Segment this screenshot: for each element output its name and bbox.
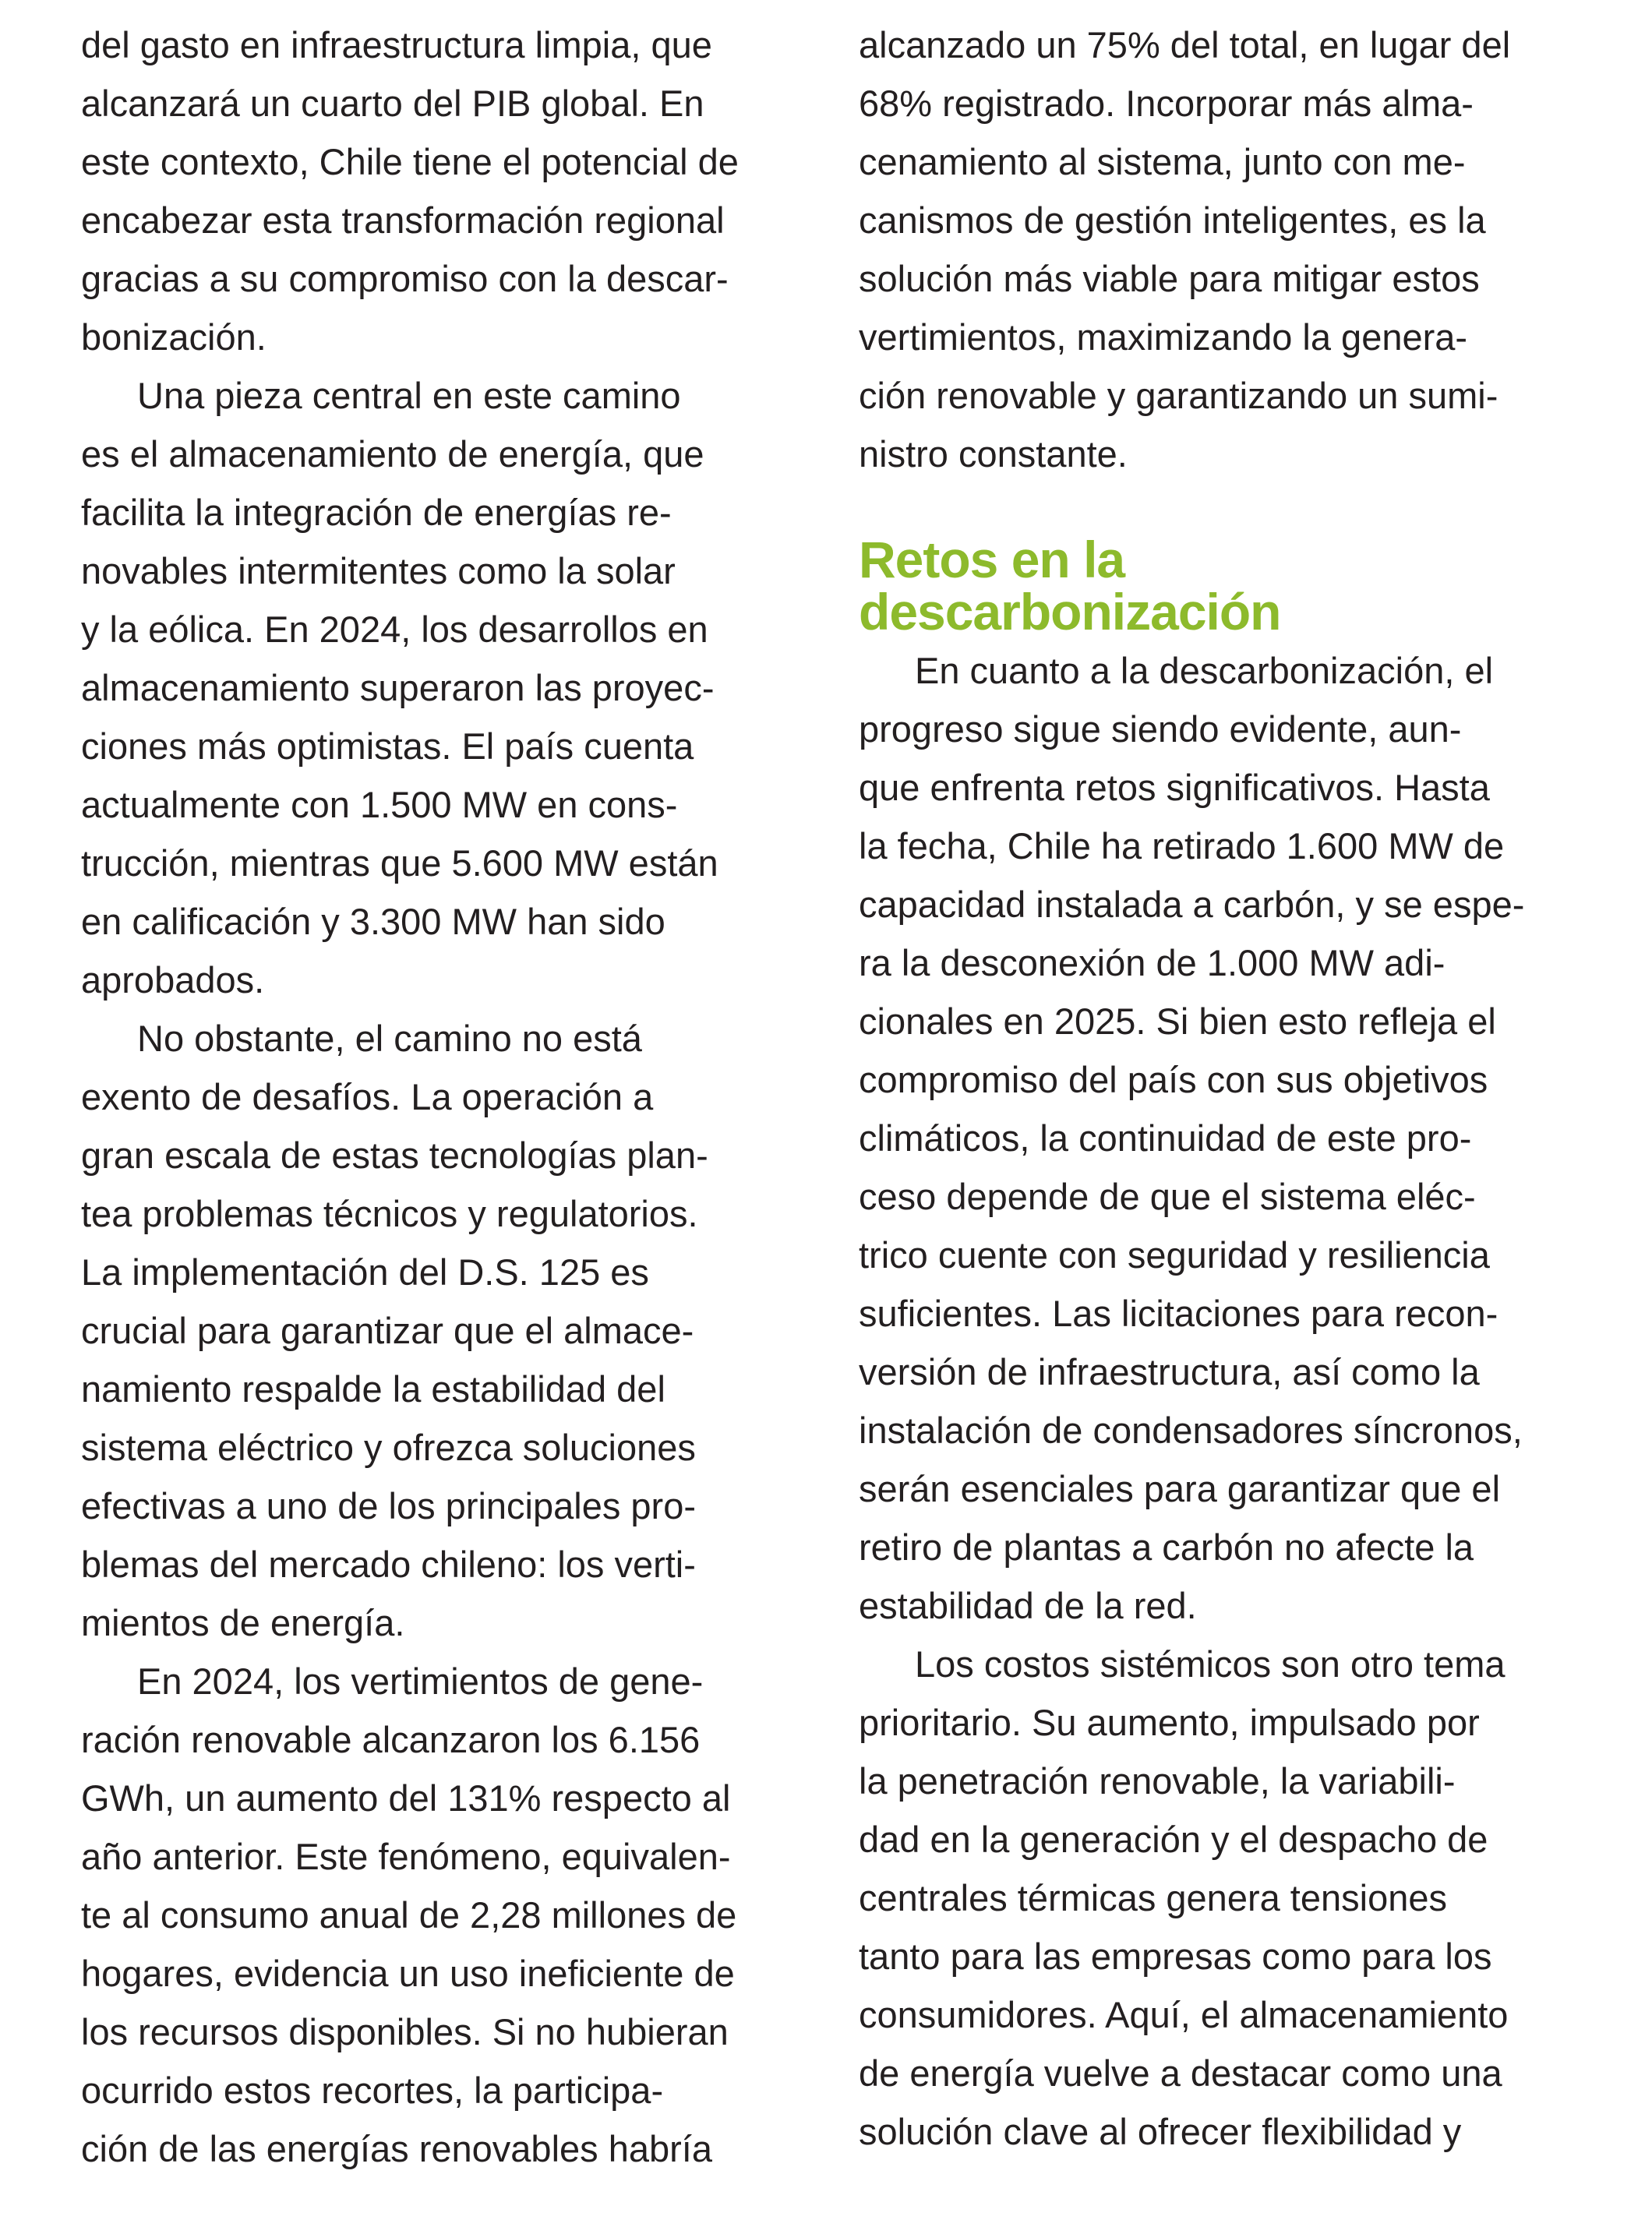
text-line: nistro constante.	[859, 433, 1128, 475]
text-line: vertimientos, maximizando la genera-	[859, 316, 1468, 358]
text-line: la fecha, Chile ha retirado 1.600 MW de	[859, 825, 1505, 866]
text-line: y la eólica. En 2024, los desarrollos en	[81, 609, 708, 650]
text-line: los recursos disponibles. Si no hubieran	[81, 2011, 729, 2052]
text-line: bonización.	[81, 316, 267, 358]
text-line: trico cuente con seguridad y resiliencia	[859, 1234, 1490, 1276]
text-line: canismos de gestión inteligentes, es la	[859, 199, 1486, 241]
text-line: prioritario. Su aumento, impulsado por	[859, 1702, 1480, 1743]
text-line: solución clave al ofrecer flexibilidad y	[859, 2111, 1462, 2152]
text-line: ción de las energías renovables habría	[81, 2128, 712, 2169]
text-line: la penetración renovable, la variabili-	[859, 1760, 1456, 1802]
text-line: ceso depende de que el sistema eléc-	[859, 1176, 1476, 1217]
text-line: sistema eléctrico y ofrezca soluciones	[81, 1427, 696, 1468]
text-line: dad en la generación y el despacho de	[859, 1819, 1488, 1860]
text-line: centrales térmicas genera tensiones	[859, 1877, 1448, 1918]
text-line: Los costos sistémicos son otro tema	[915, 1643, 1506, 1685]
text-line: capacidad instalada a carbón, y se espe-	[859, 884, 1525, 925]
text-line: cenamiento al sistema, junto con me-	[859, 141, 1466, 182]
text-line: ción renovable y garantizando un sumi-	[859, 375, 1498, 416]
text-line: hogares, evidencia un uso ineficiente de	[81, 1953, 735, 1994]
text-line: crucial para garantizar que el almace-	[81, 1310, 694, 1351]
text-line: versión de infraestructura, así como la	[859, 1351, 1480, 1392]
text-line: En 2024, los vertimientos de gene-	[137, 1661, 704, 1702]
text-line: encabezar esta transformación regional	[81, 199, 725, 241]
text-line: retiro de plantas a carbón no afecte la	[859, 1526, 1474, 1568]
text-line: tea problemas técnicos y regulatorios.	[81, 1193, 698, 1234]
text-line: estabilidad de la red.	[859, 1585, 1197, 1626]
text-line: facilita la integración de energías re-	[81, 492, 672, 533]
right-column-top-text	[859, 16, 1560, 483]
text-line: compromiso del país con sus objetivos	[859, 1059, 1488, 1100]
text-line: del gasto en infraestructura limpia, que	[81, 24, 712, 65]
left-column	[81, 16, 782, 2178]
section-heading-line-1: Retos en la	[859, 531, 1125, 588]
text-line: alcanzado un 75% del total, en lugar del	[859, 24, 1511, 65]
text-line: es el almacenamiento de energía, que	[81, 433, 704, 475]
text-line: exento de desafíos. La operación a	[81, 1076, 654, 1117]
text-line: En cuanto a la descarbonización, el	[915, 650, 1494, 691]
text-line: La implementación del D.S. 125 es	[81, 1251, 649, 1293]
text-line: trucción, mientras que 5.600 MW están	[81, 842, 718, 884]
text-line: namiento respalde la estabilidad del	[81, 1368, 665, 1410]
text-line: gran escala de estas tecnologías plan-	[81, 1135, 708, 1176]
section-heading	[859, 531, 1560, 641]
section-heading-line-2: descarbonización	[859, 583, 1281, 641]
text-line: efectivas a uno de los principales pro-	[81, 1485, 696, 1526]
text-line: actualmente con 1.500 MW en cons-	[81, 784, 678, 825]
text-line: blemas del mercado chileno: los verti-	[81, 1544, 696, 1585]
text-line: en calificación y 3.300 MW han sido	[81, 901, 665, 942]
text-line: de energía vuelve a destacar como una	[859, 2052, 1502, 2094]
text-line: ración renovable alcanzaron los 6.156	[81, 1719, 701, 1760]
text-line: 68% registrado. Incorporar más alma-	[859, 83, 1474, 124]
text-line: almacenamiento superaron las proyec-	[81, 667, 715, 708]
text-line: alcanzará un cuarto del PIB global. En	[81, 83, 704, 124]
text-line: aprobados.	[81, 959, 265, 1001]
text-line: serán esenciales para garantizar que el	[859, 1468, 1501, 1509]
text-line: progreso sigue siendo evidente, aun-	[859, 708, 1462, 750]
text-line: este contexto, Chile tiene el potencial de	[81, 141, 739, 182]
text-line: suficientes. Las licitaciones para recon-	[859, 1293, 1498, 1334]
text-line: No obstante, el camino no está	[137, 1018, 642, 1059]
text-line: te al consumo anual de 2,28 millones de	[81, 1894, 737, 1936]
right-column-bottom-text	[859, 641, 1560, 2161]
text-line: consumidores. Aquí, el almacenamiento	[859, 1994, 1509, 2035]
text-line: mientos de energía.	[81, 1602, 405, 1643]
text-line: instalación de condensadores síncronos,	[859, 1410, 1523, 1451]
text-line: ocurrido estos recortes, la participa-	[81, 2070, 664, 2111]
text-line: tanto para las empresas como para los	[859, 1936, 1492, 1977]
text-line: Una pieza central en este camino	[137, 375, 681, 416]
text-line: cionales en 2025. Si bien esto refleja el	[859, 1001, 1496, 1042]
text-line: novables intermitentes como la solar	[81, 550, 676, 591]
text-line: gracias a su compromiso con la descar-	[81, 258, 729, 299]
text-line: GWh, un aumento del 131% respecto al	[81, 1777, 731, 1819]
right-column	[859, 16, 1560, 2161]
text-line: climáticos, la continuidad de este pro-	[859, 1117, 1472, 1159]
text-line: año anterior. Este fenómeno, equivalen-	[81, 1836, 731, 1877]
text-line: ra la desconexión de 1.000 MW adi-	[859, 942, 1446, 983]
text-line: ciones más optimistas. El país cuenta	[81, 725, 694, 767]
text-line: solución más viable para mitigar estos	[859, 258, 1480, 299]
text-line: que enfrenta retos significativos. Hasta	[859, 767, 1490, 808]
